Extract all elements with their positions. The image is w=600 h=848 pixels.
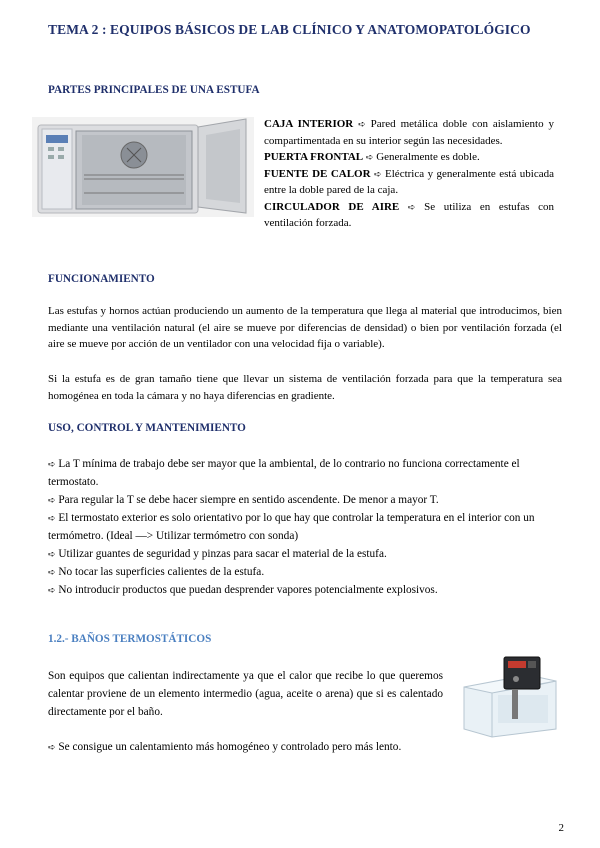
- part-text: Generalmente es doble.: [376, 151, 480, 163]
- arrow-icon: ➪: [374, 168, 382, 179]
- arrow-icon: ➪: [48, 459, 56, 469]
- paragraph: Si la estufa es de gran tamaño tiene que llevar un sistema de ventilación forzada para que la temperatura sea homogénea en toda la cámara y no haya diferencias en gradiente.: [48, 373, 562, 402]
- part-term: PUERTA FRONTAL: [264, 151, 364, 163]
- oven-image: [32, 117, 254, 217]
- list-item: ➪ No introducir productos que puedan desprender vapores potencialmente explosivos.: [48, 584, 438, 596]
- paragraph-arrow: ➪ Se consigue un calentamiento más homogéneo y controlado pero más lento.: [48, 741, 402, 753]
- part-item: [264, 166, 554, 199]
- part-term: CAJA INTERIOR: [264, 118, 354, 130]
- section-heading-banos: 1.2.- BAÑOS TERMOSTÁTICOS: [48, 633, 212, 645]
- list-item: ➪ Para regular la T se debe hacer siempre en sentido ascendente. De menor a mayor T.: [48, 494, 439, 506]
- parts-list: [264, 116, 554, 232]
- section-heading-uso: USO, CONTROL Y MANTENIMIENTO: [48, 422, 246, 434]
- list-item: ➪ La T mínima de trabajo debe ser mayor que la ambiental, de lo contrario no funciona correctamente el termostato.: [48, 458, 520, 488]
- arrow-icon: ➪: [48, 742, 56, 752]
- section-heading-partes: PARTES PRINCIPALES DE UNA ESTUFA: [48, 84, 260, 96]
- part-term: FUENTE DE CALOR: [264, 167, 371, 180]
- arrow-icon: ➪: [358, 119, 366, 129]
- arrow-icon: ➪: [48, 549, 56, 559]
- part-item: [264, 116, 554, 149]
- arrow-icon: ➪: [407, 201, 416, 212]
- arrow-icon: ➪: [48, 585, 56, 595]
- section-heading-funcionamiento: FUNCIONAMIENTO: [48, 273, 155, 285]
- list-item: ➪ El termostato exterior es solo orientativo por lo que hay que controlar la temperatura en el interior con un termómetro. (Ideal —> Utilizar termómetro con sonda): [48, 512, 535, 542]
- page-title: TEMA 2 : EQUIPOS BÁSICOS DE LAB CLÍNICO Y ANATOMOPATOLÓGICO: [48, 22, 531, 37]
- part-text: Se utiliza en estufas con ventilación forzada.: [264, 200, 555, 229]
- paragraph: Las estufas y hornos actúan produciendo un aumento de la temperatura que llega al material que introducimos, bien mediante una ventilación natural (el aire se mueve por diferencias de densidad) o bien por ventilación forzada (el aire se mueve por acción de un ventilador con una velocidad fija o variable).: [48, 305, 562, 350]
- arrow-icon: ➪: [48, 495, 56, 505]
- uso-list: [48, 455, 538, 599]
- list-item: ➪ No tocar las superficies calientes de la estufa.: [48, 566, 265, 578]
- part-text: Pared metálica doble con aislamiento y compartimentada en su interior según las necesidades.: [264, 118, 554, 147]
- arrow-icon: ➪: [48, 513, 56, 523]
- paragraph: Son equipos que calientan indirectamente ya que el calor que recibe lo que queremos calentar proviene de un elemento intermedio (agua, aceite o arena) que si es calentado directamente por el baño.: [48, 670, 443, 718]
- arrow-icon: ➪: [48, 567, 56, 577]
- arrow-icon: ➪: [365, 152, 374, 162]
- page-number: 2: [558, 822, 564, 834]
- water-bath-image: [458, 653, 562, 739]
- part-term: CIRCULADOR DE AIRE: [264, 200, 400, 213]
- part-item: [264, 199, 554, 232]
- part-item: [264, 149, 554, 166]
- list-item: ➪ Utilizar guantes de seguridad y pinzas para sacar el material de la estufa.: [48, 548, 387, 560]
- part-text: Eléctrica y generalmente está ubicada entre la doble pared de la caja.: [264, 167, 555, 196]
